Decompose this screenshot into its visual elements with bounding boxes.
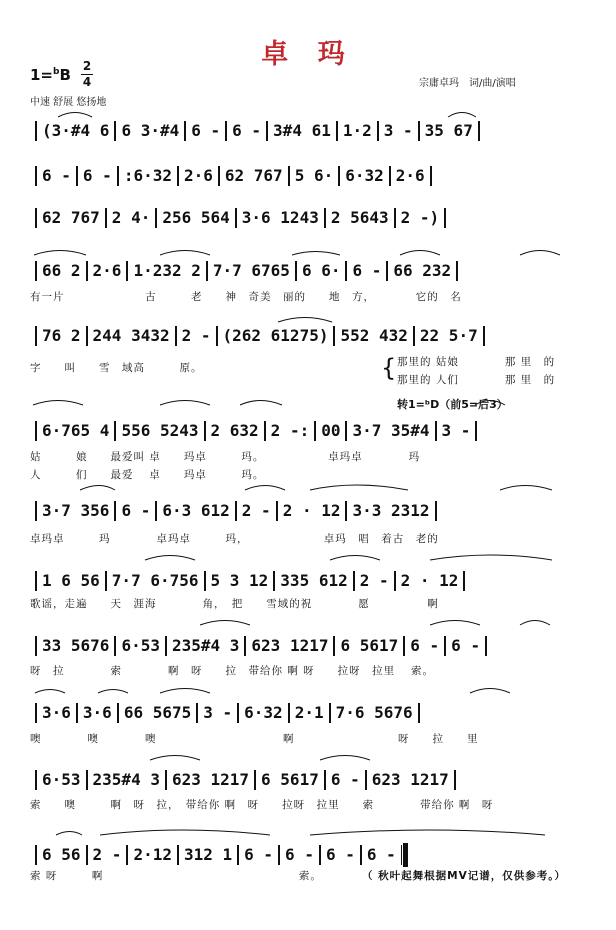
barline bbox=[35, 501, 37, 521]
measure: 3·7 356 bbox=[42, 501, 110, 520]
slur bbox=[430, 555, 552, 560]
slur bbox=[33, 401, 83, 406]
measure: 66 5675 bbox=[123, 703, 192, 722]
measure: 6 - bbox=[352, 261, 382, 280]
barline bbox=[35, 636, 37, 656]
measure: 2 - bbox=[92, 845, 122, 864]
slur bbox=[520, 251, 560, 256]
barline bbox=[413, 326, 415, 346]
barline bbox=[126, 845, 128, 865]
notation-system bbox=[30, 498, 572, 522]
barline bbox=[478, 121, 480, 141]
barline bbox=[105, 208, 107, 228]
barline bbox=[360, 845, 362, 865]
barline bbox=[196, 703, 198, 723]
slur bbox=[400, 251, 440, 256]
slur bbox=[160, 251, 210, 256]
barline bbox=[288, 703, 290, 723]
slur bbox=[310, 830, 545, 835]
notation-system bbox=[30, 205, 572, 229]
barline bbox=[218, 166, 220, 186]
barline bbox=[126, 261, 128, 281]
lyric-line: 字 叫 雪 域高 原。 bbox=[30, 362, 203, 374]
slur bbox=[160, 689, 210, 694]
barline bbox=[333, 326, 335, 346]
barline bbox=[204, 571, 206, 591]
barline bbox=[485, 636, 487, 656]
measure: 6 - bbox=[285, 845, 314, 864]
barline bbox=[235, 208, 237, 228]
barline bbox=[386, 261, 388, 281]
measure: 312 1 bbox=[183, 845, 233, 864]
measure: (262 61275) bbox=[222, 326, 329, 345]
barline bbox=[86, 261, 88, 281]
measure: 2 · 12 bbox=[400, 571, 459, 590]
slur bbox=[320, 756, 370, 761]
measure: 2·6 bbox=[395, 166, 425, 185]
notation-system bbox=[30, 163, 572, 187]
barline bbox=[165, 770, 167, 790]
barline bbox=[319, 845, 321, 865]
lyric-line-verse1: 那里的 姑娘 那 里 的 bbox=[397, 356, 556, 368]
measure: 2·12 bbox=[133, 845, 172, 864]
measure: 335 612 bbox=[280, 571, 348, 590]
barline bbox=[475, 421, 477, 441]
measure: 3·3 2312 bbox=[352, 501, 430, 520]
barline bbox=[365, 770, 367, 790]
measure: 6 - bbox=[325, 845, 355, 864]
barline bbox=[295, 261, 297, 281]
barline bbox=[278, 845, 280, 865]
barline bbox=[276, 501, 278, 521]
measure: 2·6 bbox=[92, 261, 122, 280]
slur bbox=[310, 485, 408, 490]
measure: 3·6 bbox=[42, 703, 71, 722]
barline bbox=[418, 703, 420, 723]
slur bbox=[330, 556, 380, 561]
key-flat: b bbox=[53, 67, 60, 77]
lyric-line-verse1: 姑 娘 最爱叫 卓 玛卓 玛。 卓玛卓 玛 bbox=[30, 451, 421, 463]
measure: 6 56 bbox=[42, 845, 81, 864]
measure: 6 5617 bbox=[261, 770, 319, 789]
final-barline bbox=[401, 845, 402, 865]
song-title: 卓 玛 bbox=[261, 39, 355, 70]
measure: (3·#4 6 bbox=[42, 121, 110, 140]
slur bbox=[500, 486, 552, 491]
measure: 6 - bbox=[121, 501, 151, 520]
barline bbox=[435, 501, 437, 521]
measure: 3 - bbox=[383, 121, 413, 140]
barline bbox=[483, 326, 485, 346]
measure: 256 564 bbox=[162, 208, 230, 227]
key-signature bbox=[30, 66, 71, 84]
measure: 6 5617 bbox=[340, 636, 399, 655]
barline bbox=[273, 571, 275, 591]
barline bbox=[418, 121, 420, 141]
measure: 235#4 3 bbox=[92, 770, 160, 789]
notation-system bbox=[30, 700, 572, 724]
key-change-marking: 转1=ᵇD（前5=后3） bbox=[397, 398, 508, 411]
barline bbox=[225, 121, 227, 141]
measure: 6 - bbox=[410, 636, 440, 655]
notation-system bbox=[30, 842, 572, 866]
barline bbox=[114, 121, 116, 141]
measure: 6·765 4 bbox=[42, 421, 110, 440]
barline bbox=[35, 121, 37, 141]
measure: 35 67 bbox=[424, 121, 473, 140]
measure: 2 -: bbox=[270, 421, 310, 440]
lyric-line: 卓玛卓 玛 卓玛卓 玛， 卓玛 唱 着古 老的 bbox=[30, 533, 439, 545]
measure: 6 3·#4 bbox=[121, 121, 180, 140]
measure: 3·6 bbox=[82, 703, 112, 722]
barline bbox=[86, 845, 88, 865]
measure: 6 - bbox=[232, 121, 262, 140]
lyric-line: 歌谣，走遍 天 涯海 角， 把 雪域的祝 愿 啊 bbox=[30, 598, 439, 610]
barline bbox=[288, 166, 290, 186]
barline bbox=[456, 261, 458, 281]
barline bbox=[216, 326, 218, 346]
barline bbox=[266, 121, 268, 141]
slur bbox=[58, 113, 92, 118]
barline bbox=[35, 770, 37, 790]
notation-system bbox=[30, 418, 572, 442]
slur bbox=[448, 113, 476, 118]
measure: 66 2 bbox=[42, 261, 81, 280]
barline bbox=[175, 326, 177, 346]
barline bbox=[338, 166, 340, 186]
slur bbox=[278, 318, 332, 323]
notation-system bbox=[30, 633, 572, 657]
measure: 3#4 61 bbox=[273, 121, 331, 140]
measure: 3 - bbox=[203, 703, 233, 722]
barline bbox=[155, 208, 157, 228]
barline bbox=[117, 166, 119, 186]
measure: 6 - bbox=[82, 166, 112, 185]
measure: 2 - bbox=[241, 501, 271, 520]
barline bbox=[389, 166, 391, 186]
slur bbox=[56, 832, 82, 836]
notation-system bbox=[30, 118, 572, 142]
measure: 2 5643 bbox=[330, 208, 389, 227]
lyric-line: 噢 噢 噢 啊 呀 拉 里 bbox=[30, 733, 479, 745]
measure: 2 632 bbox=[210, 421, 259, 440]
barline bbox=[329, 703, 331, 723]
lyric-line: 呀 拉 索 啊 呀 拉 带给你 啊 呀 拉呀 拉里 索。 bbox=[30, 665, 435, 677]
notation-system bbox=[30, 258, 572, 282]
barline bbox=[35, 261, 37, 281]
barline bbox=[177, 845, 179, 865]
lyric-line: 有一片 古 老 神 奇美 丽的 地 方， 它的 名 bbox=[30, 291, 462, 303]
barline bbox=[206, 261, 208, 281]
measure: 2 - bbox=[181, 326, 211, 345]
measure: 7·7 6·756 bbox=[111, 571, 199, 590]
measure: 66 232 bbox=[393, 261, 452, 280]
time-signature bbox=[79, 60, 95, 89]
barline bbox=[314, 421, 316, 441]
slur bbox=[430, 621, 480, 626]
slur bbox=[34, 251, 86, 256]
credit: 宗庸卓玛 词/曲/演唱 bbox=[419, 78, 516, 89]
slur bbox=[100, 830, 270, 835]
barline bbox=[336, 121, 338, 141]
barline bbox=[394, 208, 396, 228]
measure: 3·6 1243 bbox=[241, 208, 319, 227]
barline bbox=[86, 326, 88, 346]
measure: 3 - bbox=[441, 421, 471, 440]
measure: 6·53 bbox=[42, 770, 81, 789]
measure: 6 - bbox=[191, 121, 221, 140]
measure: 2 - bbox=[359, 571, 389, 590]
slur bbox=[145, 556, 195, 561]
measure: 2·6 bbox=[183, 166, 213, 185]
barline bbox=[394, 571, 396, 591]
measure: :6·32 bbox=[123, 166, 172, 185]
barline bbox=[86, 770, 88, 790]
slur bbox=[520, 621, 550, 626]
measure: 76 2 bbox=[42, 326, 81, 345]
barline bbox=[35, 703, 37, 723]
barline bbox=[345, 501, 347, 521]
slur bbox=[80, 486, 115, 491]
barline bbox=[35, 421, 37, 441]
barline bbox=[235, 501, 237, 521]
barline bbox=[333, 636, 335, 656]
barline bbox=[345, 421, 347, 441]
footnote: （ 秋叶起舞根据MV记谱，仅供参考。） bbox=[362, 870, 566, 882]
measure: 556 5243 bbox=[121, 421, 199, 440]
measure: 6 6· bbox=[301, 261, 341, 280]
measure: 623 1217 bbox=[371, 770, 449, 789]
lyric-line-verse2: 人 们 最爱 卓 玛卓 玛。 bbox=[30, 469, 265, 481]
barline bbox=[177, 166, 179, 186]
key-prefix: 1= bbox=[30, 66, 54, 84]
meter-denominator: 4 bbox=[82, 75, 92, 89]
slur bbox=[292, 252, 340, 256]
measure: 6 - bbox=[42, 166, 71, 185]
measure: 6 - bbox=[244, 845, 274, 864]
barline bbox=[454, 770, 456, 790]
notation-system bbox=[30, 568, 572, 592]
measure: 552 432 bbox=[340, 326, 408, 345]
barline bbox=[114, 636, 116, 656]
barline bbox=[435, 421, 437, 441]
barline bbox=[403, 636, 405, 656]
slur bbox=[470, 689, 510, 694]
measure: 1·2 bbox=[342, 121, 372, 140]
barline bbox=[324, 208, 326, 228]
measure: 00 bbox=[321, 421, 341, 440]
slur bbox=[200, 621, 250, 626]
barline bbox=[35, 208, 37, 228]
measure: 6 - bbox=[366, 845, 396, 864]
barline bbox=[114, 421, 116, 441]
key-note: B bbox=[59, 66, 71, 84]
barline bbox=[155, 501, 157, 521]
measure: 1 6 56 bbox=[42, 571, 100, 590]
measure: 3·7 35#4 bbox=[352, 421, 430, 440]
measure: 5 3 12 bbox=[210, 571, 269, 590]
measure: 235#4 3 bbox=[171, 636, 240, 655]
measure: 6·3 612 bbox=[162, 501, 230, 520]
barline bbox=[114, 501, 116, 521]
lyric-line-verse2: 那里的 人们 那 里 的 bbox=[397, 374, 556, 386]
verse-brace: { bbox=[381, 354, 397, 382]
measure: 6 - bbox=[451, 636, 481, 655]
slur bbox=[150, 756, 200, 761]
measure: 5 6· bbox=[294, 166, 334, 185]
barline bbox=[76, 703, 78, 723]
slur bbox=[160, 401, 210, 406]
measure: 2 -) bbox=[400, 208, 440, 227]
barline bbox=[463, 571, 465, 591]
slur bbox=[240, 401, 282, 406]
lyric-line: 索 呀 啊 索。 bbox=[30, 870, 322, 882]
measure: 7·6 5676 bbox=[335, 703, 413, 722]
barline bbox=[35, 166, 37, 186]
barline bbox=[105, 571, 107, 591]
lyric-line: 索 噢 啊 呀 拉， 带给你 啊 呀 拉呀 拉里 索 带给你 啊 呀 bbox=[30, 799, 494, 811]
barline bbox=[237, 703, 239, 723]
notation-system bbox=[30, 323, 572, 347]
barline bbox=[184, 121, 186, 141]
barline bbox=[244, 636, 246, 656]
barline bbox=[264, 421, 266, 441]
measure: 2·1 bbox=[294, 703, 324, 722]
barline bbox=[254, 770, 256, 790]
measure: 2 · 12 bbox=[282, 501, 341, 520]
slur bbox=[98, 690, 128, 694]
barline bbox=[35, 571, 37, 591]
measure: 6·32 bbox=[345, 166, 384, 185]
meter-numerator: 2 bbox=[82, 59, 92, 73]
measure: 623 1217 bbox=[251, 636, 329, 655]
barline bbox=[444, 208, 446, 228]
measure: 6·53 bbox=[121, 636, 160, 655]
measure: 22 5·7 bbox=[419, 326, 478, 345]
barline bbox=[345, 261, 347, 281]
measure: 62 767 bbox=[42, 208, 100, 227]
barline bbox=[204, 421, 206, 441]
barline bbox=[324, 770, 326, 790]
measure: 6·32 bbox=[244, 703, 283, 722]
measure: 33 5676 bbox=[42, 636, 110, 655]
measure: 2 4· bbox=[111, 208, 151, 227]
barline bbox=[76, 166, 78, 186]
measure: 623 1217 bbox=[171, 770, 250, 789]
measure: 6 - bbox=[330, 770, 360, 789]
barline bbox=[353, 571, 355, 591]
barline bbox=[237, 845, 239, 865]
measure: 62 767 bbox=[224, 166, 283, 185]
barline bbox=[377, 121, 379, 141]
slur bbox=[245, 486, 285, 491]
notation-system bbox=[30, 767, 572, 791]
barline bbox=[35, 326, 37, 346]
slur bbox=[35, 690, 65, 694]
barline bbox=[444, 636, 446, 656]
measure: 7·7 6765 bbox=[212, 261, 290, 280]
measure: 244 3432 bbox=[92, 326, 170, 345]
barline bbox=[430, 166, 432, 186]
barline bbox=[117, 703, 119, 723]
barline bbox=[35, 845, 37, 865]
measure: 1·232 2 bbox=[133, 261, 201, 280]
tempo-marking: 中速 舒展 悠扬地 bbox=[30, 97, 107, 108]
barline bbox=[165, 636, 167, 656]
